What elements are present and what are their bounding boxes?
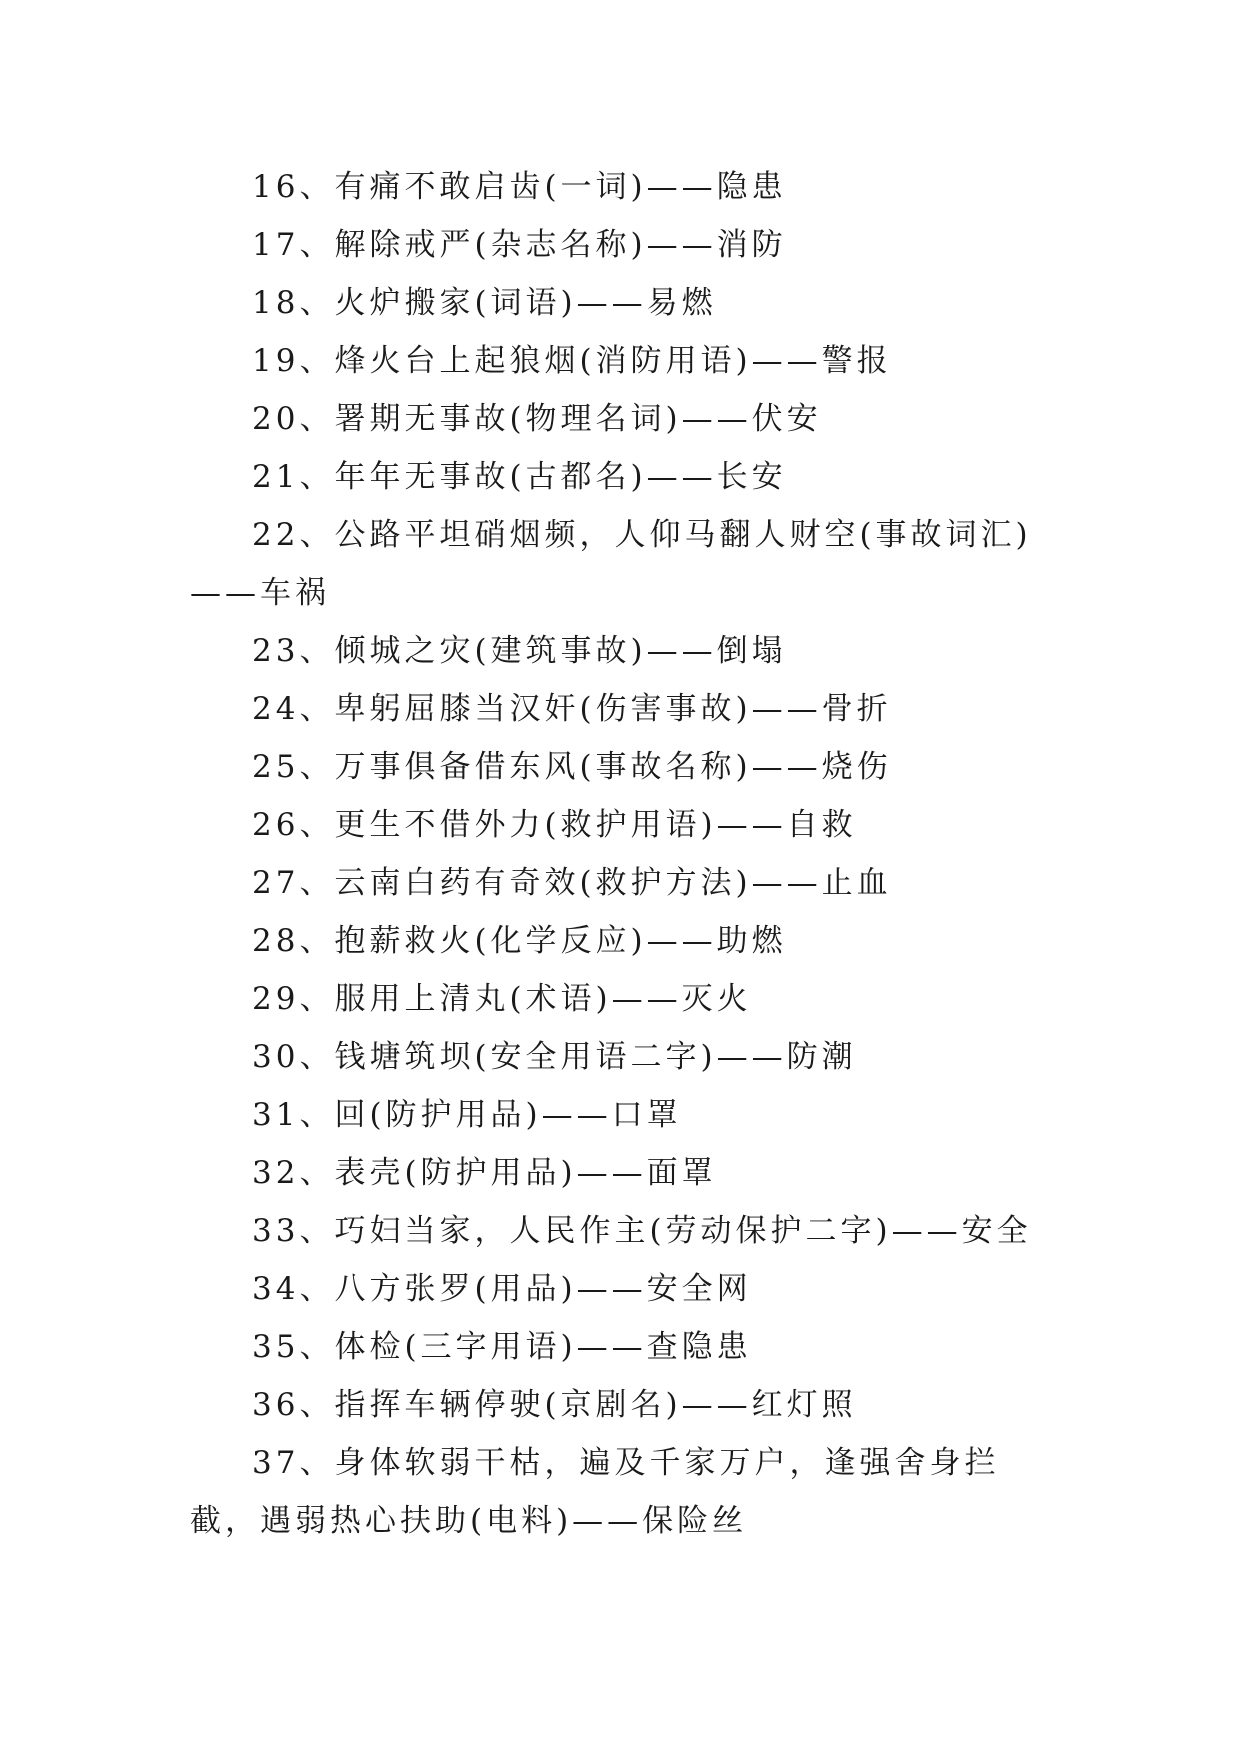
riddle-21: 21、年年无事故(古都名)——长安 bbox=[252, 459, 787, 495]
riddle-31: 31、回(防护用品)——口罩 bbox=[252, 1097, 682, 1133]
riddle-32: 32、表壳(防护用品)——面罩 bbox=[252, 1155, 717, 1191]
document-body bbox=[190, 158, 1060, 1550]
riddle-33: 33、巧妇当家，人民作主(劳动保护二字)——安全 bbox=[252, 1213, 1032, 1249]
riddle-27: 27、云南白药有奇效(救护方法)——止血 bbox=[252, 865, 892, 901]
riddle-20: 20、署期无事故(物理名词)——伏安 bbox=[252, 401, 822, 437]
riddle-30: 30、钱塘筑坝(安全用语二字)——防潮 bbox=[252, 1039, 857, 1075]
riddle-28: 28、抱薪救火(化学反应)——助燃 bbox=[252, 923, 787, 959]
riddle-36: 36、指挥车辆停驶(京剧名)——红灯照 bbox=[252, 1387, 857, 1423]
riddle-22: 22、公路平坦硝烟频，人仰马翻人财空(事故词汇)——车祸 bbox=[190, 517, 1032, 611]
riddle-34: 34、八方张罗(用品)——安全网 bbox=[252, 1271, 752, 1307]
riddle-23: 23、倾城之灾(建筑事故)——倒塌 bbox=[252, 633, 787, 669]
riddle-26: 26、更生不借外力(救护用语)——自救 bbox=[252, 807, 857, 843]
riddle-35: 35、体检(三字用语)——查隐患 bbox=[252, 1329, 752, 1365]
riddle-29: 29、服用上清丸(术语)——灭火 bbox=[252, 981, 752, 1017]
riddle-17: 17、解除戒严(杂志名称)——消防 bbox=[252, 227, 787, 263]
riddle-18: 18、火炉搬家(词语)——易燃 bbox=[252, 285, 717, 321]
riddle-25: 25、万事俱备借东风(事故名称)——烧伤 bbox=[252, 749, 892, 785]
riddle-24: 24、卑躬屈膝当汉奸(伤害事故)——骨折 bbox=[252, 691, 892, 727]
riddle-37: 37、身体软弱干枯，遍及千家万户，逢强舍身拦截，遇弱热心扶助(电料)——保险丝 bbox=[190, 1445, 1000, 1539]
riddle-19: 19、烽火台上起狼烟(消防用语)——警报 bbox=[252, 343, 892, 379]
riddle-16: 16、有痛不敢启齿(一词)——隐患 bbox=[252, 169, 787, 205]
